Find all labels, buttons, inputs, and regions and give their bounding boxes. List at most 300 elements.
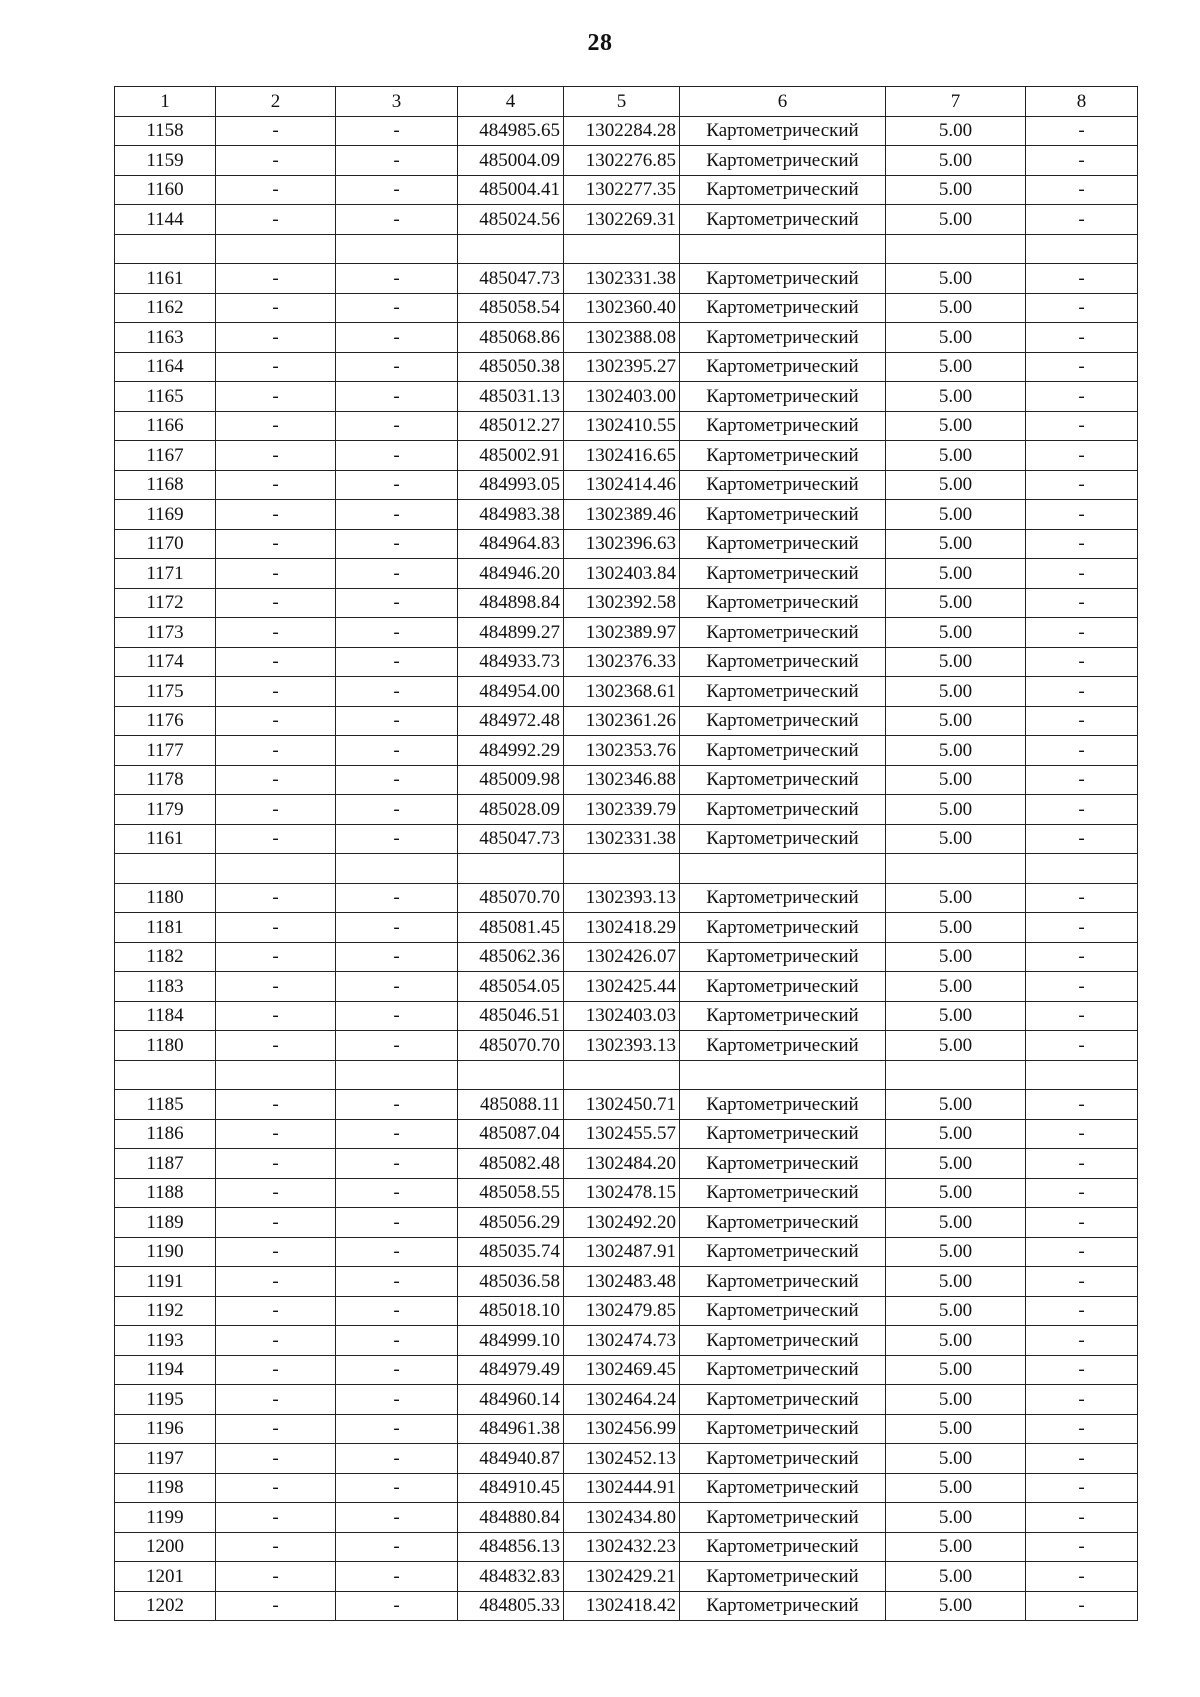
table-row [115,470,1138,500]
col2-cell: - [216,529,336,559]
method-cell: Картометрический [680,1267,886,1297]
table-row [115,1385,1138,1415]
table-row [115,795,1138,825]
method-cell: Картометрический [680,470,886,500]
method-cell: Картометрический [680,205,886,235]
col3-cell: - [336,795,458,825]
col2-cell: - [216,1532,336,1562]
x-coordinate-cell: 485004.41 [458,175,564,205]
point-number-cell: 1161 [115,264,216,294]
accuracy-cell: 5.00 [886,323,1026,353]
table-row [115,1031,1138,1061]
col8-cell: - [1026,1414,1138,1444]
point-number-cell [115,234,216,264]
col2-cell: - [216,883,336,913]
x-coordinate-cell: 485082.48 [458,1149,564,1179]
point-number-cell: 1195 [115,1385,216,1415]
accuracy-cell: 5.00 [886,942,1026,972]
y-coordinate-cell [564,854,680,884]
col2-cell: - [216,1296,336,1326]
method-cell: Картометрический [680,1591,886,1621]
point-number-cell: 1159 [115,146,216,176]
col3-cell: - [336,1355,458,1385]
point-number-cell: 1190 [115,1237,216,1267]
method-cell: Картометрический [680,1503,886,1533]
col3-cell: - [336,1031,458,1061]
x-coordinate-cell: 484910.45 [458,1473,564,1503]
accuracy-cell: 5.00 [886,1503,1026,1533]
accuracy-cell: 5.00 [886,1326,1026,1356]
accuracy-cell: 5.00 [886,706,1026,736]
table-row [115,205,1138,235]
col2-cell: - [216,323,336,353]
col8-cell: - [1026,942,1138,972]
col8-cell: - [1026,1237,1138,1267]
method-cell: Картометрический [680,264,886,294]
col3-cell: - [336,972,458,1002]
table-row [115,588,1138,618]
table-row [115,1090,1138,1120]
point-number-cell: 1197 [115,1444,216,1474]
col3-cell: - [336,1414,458,1444]
y-coordinate-cell: 1302416.65 [564,441,680,471]
col8-cell: - [1026,441,1138,471]
y-coordinate-cell: 1302478.15 [564,1178,680,1208]
col2-cell: - [216,1090,336,1120]
method-cell: Картометрический [680,1001,886,1031]
x-coordinate-cell: 484992.29 [458,736,564,766]
col8-cell: - [1026,470,1138,500]
method-cell: Картометрический [680,588,886,618]
col3-cell: - [336,1296,458,1326]
accuracy-cell: 5.00 [886,1562,1026,1592]
accuracy-cell: 5.00 [886,1208,1026,1238]
method-cell: Картометрический [680,824,886,854]
y-coordinate-cell: 1302455.57 [564,1119,680,1149]
y-coordinate-cell: 1302484.20 [564,1149,680,1179]
col3-cell: - [336,411,458,441]
col2-cell: - [216,293,336,323]
accuracy-cell: 5.00 [886,382,1026,412]
col3-cell: - [336,706,458,736]
table-row [115,1178,1138,1208]
y-coordinate-cell: 1302393.13 [564,1031,680,1061]
column-header: 8 [1026,87,1138,117]
col8-cell: - [1026,765,1138,795]
col2-cell: - [216,1178,336,1208]
col8-cell: - [1026,1591,1138,1621]
method-cell: Картометрический [680,411,886,441]
col8-cell: - [1026,146,1138,176]
accuracy-cell: 5.00 [886,411,1026,441]
y-coordinate-cell: 1302418.29 [564,913,680,943]
accuracy-cell: 5.00 [886,1237,1026,1267]
method-cell: Картометрический [680,972,886,1002]
method-cell: Картометрический [680,706,886,736]
method-cell: Картометрический [680,942,886,972]
col8-cell: - [1026,352,1138,382]
y-coordinate-cell: 1302414.46 [564,470,680,500]
col3-cell: - [336,264,458,294]
page-number: 28 [587,30,613,56]
accuracy-cell: 5.00 [886,470,1026,500]
table-row [115,175,1138,205]
table-row [115,146,1138,176]
col8-cell: - [1026,411,1138,441]
col2-cell: - [216,382,336,412]
x-coordinate-cell: 485058.54 [458,293,564,323]
x-coordinate-cell: 484805.33 [458,1591,564,1621]
col3-cell: - [336,1001,458,1031]
col2-cell: - [216,765,336,795]
method-cell: Картометрический [680,765,886,795]
point-number-cell: 1162 [115,293,216,323]
method-cell: Картометрический [680,441,886,471]
x-coordinate-cell: 485024.56 [458,205,564,235]
accuracy-cell: 5.00 [886,765,1026,795]
accuracy-cell: 5.00 [886,175,1026,205]
accuracy-cell: 5.00 [886,1267,1026,1297]
point-number-cell: 1182 [115,942,216,972]
accuracy-cell: 5.00 [886,1414,1026,1444]
col3-cell: - [336,1119,458,1149]
point-number-cell: 1180 [115,883,216,913]
x-coordinate-cell: 485070.70 [458,1031,564,1061]
col2-cell: - [216,175,336,205]
col2-cell: - [216,677,336,707]
y-coordinate-cell [564,234,680,264]
point-number-cell: 1202 [115,1591,216,1621]
y-coordinate-cell: 1302361.26 [564,706,680,736]
col8-cell: - [1026,1296,1138,1326]
col8-cell: - [1026,795,1138,825]
table-row [115,382,1138,412]
accuracy-cell: 5.00 [886,1355,1026,1385]
y-coordinate-cell: 1302418.42 [564,1591,680,1621]
accuracy-cell: 5.00 [886,264,1026,294]
x-coordinate-cell: 485012.27 [458,411,564,441]
accuracy-cell: 5.00 [886,500,1026,530]
table-row [115,500,1138,530]
table-row [115,765,1138,795]
table-row [115,1473,1138,1503]
method-cell: Картометрический [680,795,886,825]
point-number-cell [115,854,216,884]
col3-cell: - [336,1208,458,1238]
method-cell: Картометрический [680,647,886,677]
point-number-cell: 1175 [115,677,216,707]
col8-cell: - [1026,1090,1138,1120]
col8-cell: - [1026,1503,1138,1533]
table-body [115,116,1138,1621]
column-header: 7 [886,87,1026,117]
col3-cell: - [336,1444,458,1474]
point-number-cell: 1189 [115,1208,216,1238]
point-number-cell: 1174 [115,647,216,677]
point-number-cell: 1163 [115,323,216,353]
method-cell: Картометрический [680,146,886,176]
y-coordinate-cell: 1302368.61 [564,677,680,707]
table-row [115,323,1138,353]
method-cell: Картометрический [680,1473,886,1503]
accuracy-cell: 5.00 [886,205,1026,235]
y-coordinate-cell: 1302403.03 [564,1001,680,1031]
point-number-cell: 1196 [115,1414,216,1444]
col3-cell: - [336,883,458,913]
col3-cell: - [336,205,458,235]
table-row [115,706,1138,736]
col2-cell: - [216,1326,336,1356]
col3-cell: - [336,588,458,618]
col2-cell: - [216,559,336,589]
col3-cell: - [336,1562,458,1592]
accuracy-cell: 5.00 [886,1031,1026,1061]
method-cell: Картометрический [680,883,886,913]
col2-cell: - [216,352,336,382]
col2-cell: - [216,942,336,972]
col8-cell: - [1026,883,1138,913]
method-cell: Картометрический [680,116,886,146]
col3-cell: - [336,559,458,589]
col8-cell: - [1026,588,1138,618]
accuracy-cell: 5.00 [886,795,1026,825]
col8-cell: - [1026,323,1138,353]
point-number-cell: 1180 [115,1031,216,1061]
y-coordinate-cell: 1302392.58 [564,588,680,618]
x-coordinate-cell: 484983.38 [458,500,564,530]
y-coordinate-cell: 1302410.55 [564,411,680,441]
point-number-cell: 1168 [115,470,216,500]
accuracy-cell: 5.00 [886,1090,1026,1120]
y-coordinate-cell: 1302395.27 [564,352,680,382]
table-row [115,529,1138,559]
col3-cell [336,854,458,884]
col3-cell: - [336,1090,458,1120]
col8-cell: - [1026,1178,1138,1208]
table-row [115,1149,1138,1179]
x-coordinate-cell: 485068.86 [458,323,564,353]
col2-cell: - [216,500,336,530]
col2-cell: - [216,1444,336,1474]
x-coordinate-cell: 484964.83 [458,529,564,559]
accuracy-cell: 5.00 [886,588,1026,618]
point-number-cell: 1198 [115,1473,216,1503]
x-coordinate-cell: 485058.55 [458,1178,564,1208]
table-row [115,618,1138,648]
table-header-row [115,87,1138,117]
point-number-cell: 1173 [115,618,216,648]
table-row [115,736,1138,766]
method-cell: Картометрический [680,559,886,589]
table-row [115,441,1138,471]
point-number-cell: 1186 [115,1119,216,1149]
point-number-cell: 1176 [115,706,216,736]
col3-cell: - [336,352,458,382]
col8-cell: - [1026,382,1138,412]
table-row [115,293,1138,323]
table-row [115,1267,1138,1297]
y-coordinate-cell: 1302331.38 [564,264,680,294]
point-number-cell: 1177 [115,736,216,766]
method-cell: Картометрический [680,1385,886,1415]
method-cell: Картометрический [680,529,886,559]
col3-cell: - [336,1237,458,1267]
point-number-cell: 1161 [115,824,216,854]
table-row [115,1532,1138,1562]
table-row [115,1001,1138,1031]
method-cell [680,1060,886,1090]
method-cell: Картометрический [680,618,886,648]
col3-cell: - [336,1326,458,1356]
accuracy-cell [886,234,1026,264]
col3-cell: - [336,765,458,795]
x-coordinate-cell [458,854,564,884]
col2-cell: - [216,618,336,648]
col3-cell: - [336,913,458,943]
accuracy-cell: 5.00 [886,1444,1026,1474]
y-coordinate-cell: 1302456.99 [564,1414,680,1444]
x-coordinate-cell: 485087.04 [458,1119,564,1149]
accuracy-cell: 5.00 [886,1385,1026,1415]
accuracy-cell [886,1060,1026,1090]
method-cell [680,234,886,264]
col8-cell: - [1026,1473,1138,1503]
col8-cell: - [1026,175,1138,205]
x-coordinate-cell: 485062.36 [458,942,564,972]
col3-cell: - [336,175,458,205]
col2-cell [216,234,336,264]
accuracy-cell: 5.00 [886,559,1026,589]
method-cell: Картометрический [680,736,886,766]
col3-cell [336,1060,458,1090]
col2-cell: - [216,441,336,471]
col3-cell: - [336,824,458,854]
point-number-cell: 1194 [115,1355,216,1385]
accuracy-cell: 5.00 [886,618,1026,648]
table-row [115,854,1138,884]
col8-cell: - [1026,1444,1138,1474]
method-cell: Картометрический [680,677,886,707]
col8-cell: - [1026,824,1138,854]
method-cell: Картометрический [680,323,886,353]
method-cell: Картометрический [680,913,886,943]
col3-cell: - [336,382,458,412]
col2-cell: - [216,736,336,766]
x-coordinate-cell: 485018.10 [458,1296,564,1326]
col8-cell: - [1026,1355,1138,1385]
col8-cell: - [1026,264,1138,294]
col2-cell: - [216,706,336,736]
table-row [115,352,1138,382]
y-coordinate-cell: 1302277.35 [564,175,680,205]
x-coordinate-cell: 484856.13 [458,1532,564,1562]
x-coordinate-cell: 485070.70 [458,883,564,913]
point-number-cell: 1192 [115,1296,216,1326]
point-number-cell: 1187 [115,1149,216,1179]
y-coordinate-cell: 1302389.97 [564,618,680,648]
x-coordinate-cell [458,1060,564,1090]
col3-cell: - [336,1591,458,1621]
y-coordinate-cell: 1302389.46 [564,500,680,530]
accuracy-cell: 5.00 [886,913,1026,943]
x-coordinate-cell: 485004.09 [458,146,564,176]
method-cell: Картометрический [680,175,886,205]
y-coordinate-cell: 1302403.00 [564,382,680,412]
method-cell: Картометрический [680,1031,886,1061]
col2-cell: - [216,972,336,1002]
method-cell: Картометрический [680,382,886,412]
col2-cell: - [216,1414,336,1444]
point-number-cell: 1183 [115,972,216,1002]
accuracy-cell: 5.00 [886,1532,1026,1562]
table-row [115,234,1138,264]
method-cell: Картометрический [680,1178,886,1208]
col2-cell: - [216,146,336,176]
point-number-cell: 1199 [115,1503,216,1533]
table-row [115,1119,1138,1149]
col8-cell: - [1026,1208,1138,1238]
x-coordinate-cell: 485047.73 [458,264,564,294]
y-coordinate-cell: 1302426.07 [564,942,680,972]
accuracy-cell: 5.00 [886,441,1026,471]
col2-cell: - [216,1237,336,1267]
col2-cell: - [216,647,336,677]
table-row [115,559,1138,589]
x-coordinate-cell: 484880.84 [458,1503,564,1533]
col3-cell: - [336,500,458,530]
method-cell: Картометрический [680,1237,886,1267]
table-row [115,677,1138,707]
col8-cell [1026,1060,1138,1090]
table-row [115,1562,1138,1592]
col3-cell: - [336,677,458,707]
accuracy-cell: 5.00 [886,116,1026,146]
x-coordinate-cell: 485031.13 [458,382,564,412]
x-coordinate-cell: 484999.10 [458,1326,564,1356]
col3-cell: - [336,618,458,648]
col2-cell: - [216,116,336,146]
col2-cell: - [216,205,336,235]
x-coordinate-cell: 484832.83 [458,1562,564,1592]
y-coordinate-cell: 1302432.23 [564,1532,680,1562]
accuracy-cell [886,854,1026,884]
method-cell: Картометрический [680,1090,886,1120]
col8-cell: - [1026,1001,1138,1031]
table-row [115,264,1138,294]
x-coordinate-cell: 484954.00 [458,677,564,707]
table-row [115,1591,1138,1621]
table-row [115,116,1138,146]
point-number-cell: 1201 [115,1562,216,1592]
method-cell: Картометрический [680,1532,886,1562]
col8-cell: - [1026,1149,1138,1179]
col8-cell: - [1026,913,1138,943]
table-row [115,411,1138,441]
point-number-cell: 1166 [115,411,216,441]
method-cell: Картометрический [680,1296,886,1326]
point-number-cell: 1172 [115,588,216,618]
accuracy-cell: 5.00 [886,677,1026,707]
col8-cell: - [1026,205,1138,235]
y-coordinate-cell: 1302284.28 [564,116,680,146]
y-coordinate-cell: 1302464.24 [564,1385,680,1415]
col8-cell [1026,854,1138,884]
x-coordinate-cell: 485081.45 [458,913,564,943]
accuracy-cell: 5.00 [886,352,1026,382]
column-header: 1 [115,87,216,117]
col8-cell: - [1026,1532,1138,1562]
y-coordinate-cell: 1302434.80 [564,1503,680,1533]
